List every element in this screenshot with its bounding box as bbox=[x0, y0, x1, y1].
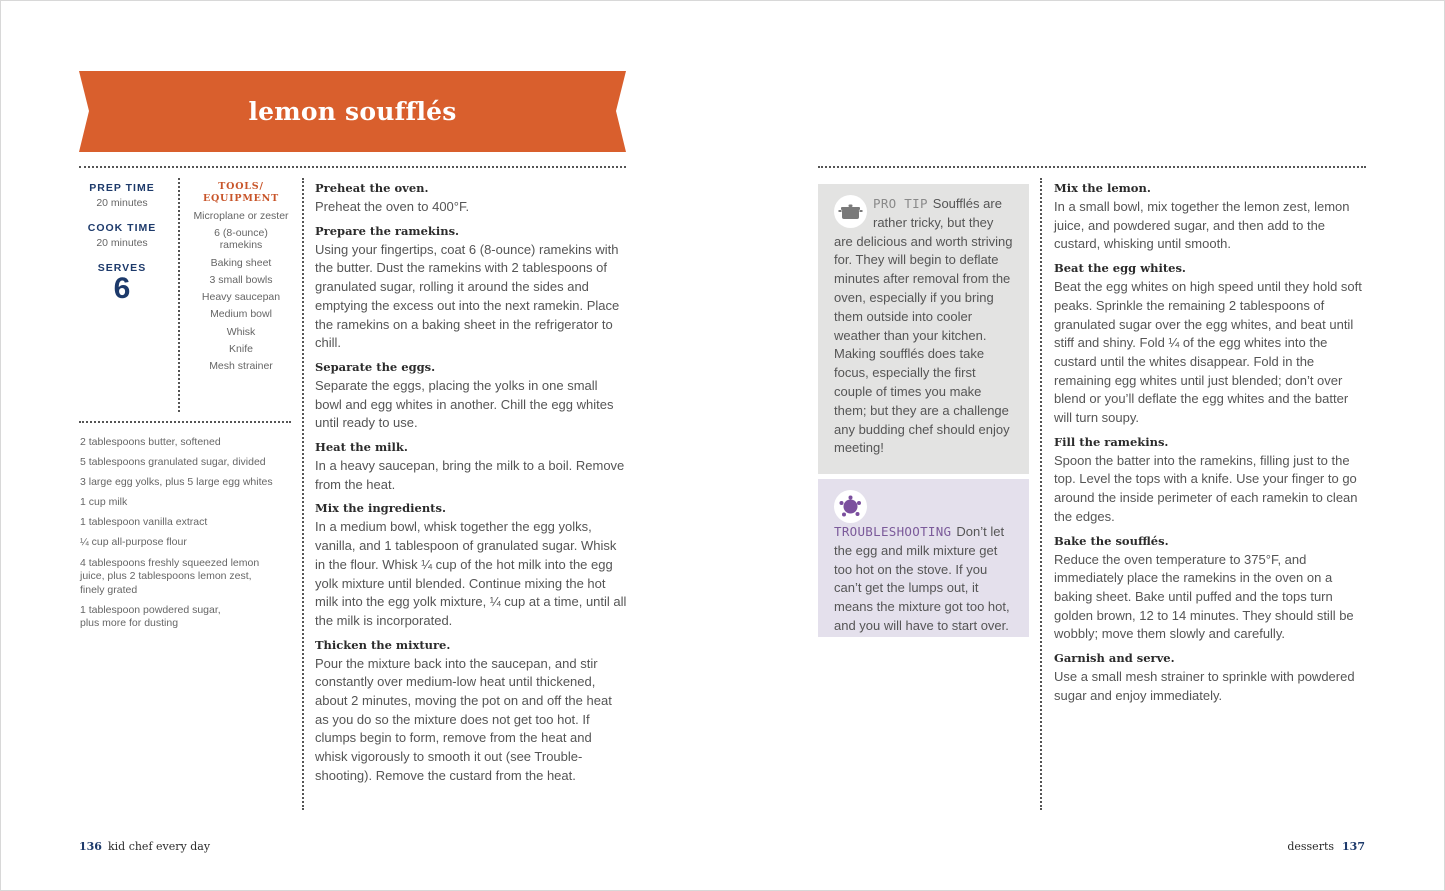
step bbox=[315, 637, 627, 786]
step-title: Heat the milk. bbox=[315, 440, 408, 455]
tool-item: 6 (8-ounce) ramekins bbox=[214, 227, 268, 252]
page-number-right: 137 bbox=[1342, 840, 1365, 853]
page-number-left: 136 bbox=[79, 840, 102, 853]
pot-icon bbox=[834, 195, 867, 228]
cook-time-label: COOK TIME bbox=[87, 222, 157, 234]
tool-item: Whisk bbox=[226, 325, 256, 338]
recipe-title: lemon soufflés bbox=[248, 97, 457, 126]
splat-icon bbox=[834, 490, 867, 523]
step-title: Bake the soufflés. bbox=[1054, 533, 1169, 548]
steps-right bbox=[1054, 180, 1367, 711]
tools-list bbox=[193, 210, 289, 372]
footer-left bbox=[79, 840, 210, 853]
step bbox=[1054, 434, 1367, 527]
step-title: Preheat the oven. bbox=[315, 181, 429, 195]
tool-item: Mesh strainer bbox=[209, 360, 273, 373]
step-body: Preheat the oven to 400°F. bbox=[315, 199, 470, 214]
step-body: In a medium bowl, whisk together the egg yolks, vanilla, and 1 tablespoon of granulated sugar. Whisk in the flour. Whisk ¼ cup of the hot milk into the egg yolk mixture until blended. Continue mixing the hot milk into the egg yolk mixture, ¼ cup at a time, until all the milk is incorporated. bbox=[315, 519, 627, 628]
tools-heading: TOOLS/ EQUIPMENT bbox=[202, 181, 280, 204]
ingredient-item: 3 large egg yolks, plus 5 large egg whites bbox=[80, 476, 273, 489]
ingredient-item: 4 tablespoons freshly squeezed lemon juice, plus 2 tablespoons lemon zest, finely grated bbox=[80, 556, 260, 596]
pro-tip-box bbox=[818, 184, 1029, 474]
step-body: Separate the eggs, placing the yolks in one small bowl and egg whites in another. Chill the egg whites until ready to use. bbox=[315, 377, 614, 431]
ingredients-list bbox=[80, 436, 290, 637]
tool-item: Heavy saucepan bbox=[201, 291, 281, 304]
ingredient-item: 1 tablespoon powdered sugar, plus more for dusting bbox=[80, 603, 221, 630]
ingredient-item: 5 tablespoons granulated sugar, divided bbox=[80, 456, 266, 469]
ingredient-item: 1 tablespoon vanilla extract bbox=[80, 516, 208, 529]
book-title: kid chef every day bbox=[107, 840, 211, 853]
steps-divider-right bbox=[1040, 178, 1042, 810]
step-title: Mix the lemon. bbox=[1054, 181, 1151, 195]
prep-time bbox=[80, 182, 164, 209]
step bbox=[315, 439, 627, 494]
tools-equipment bbox=[193, 181, 289, 378]
troubleshooting-text: Don’t let the egg and milk mixture get too hot on the stove. If you can’t get the lumps out, it means the mixture got too hot, and you will have to start over. bbox=[834, 524, 1010, 633]
step-title: Prepare the ramekins. bbox=[315, 223, 460, 238]
tool-item: Knife bbox=[229, 343, 253, 356]
tool-item: Microplane or zester bbox=[193, 210, 289, 222]
step bbox=[315, 180, 627, 217]
step-title: Garnish and serve. bbox=[1054, 651, 1175, 666]
step bbox=[1054, 650, 1367, 705]
step-title: Mix the ingredients. bbox=[315, 501, 446, 516]
step bbox=[1054, 533, 1367, 645]
top-rule-right bbox=[818, 166, 1366, 168]
cook-time-value: 20 minutes bbox=[96, 237, 148, 249]
steps-left bbox=[315, 180, 627, 792]
step-title: Separate the eggs. bbox=[315, 359, 436, 374]
prep-time-label: PREP TIME bbox=[89, 182, 155, 194]
serves-label: SERVES bbox=[97, 262, 147, 274]
prep-time-value: 20 minutes bbox=[96, 197, 148, 209]
step bbox=[1054, 180, 1367, 254]
step bbox=[315, 500, 627, 630]
step-title: Beat the egg whites. bbox=[1054, 261, 1186, 276]
step bbox=[315, 359, 627, 433]
meta-divider bbox=[178, 178, 180, 412]
troubleshooting-box bbox=[818, 479, 1029, 637]
pro-tip-label: PRO TIP bbox=[873, 196, 928, 211]
tool-item: 3 small bowls bbox=[209, 273, 273, 286]
troubleshooting-label: TROUBLESHOOTING bbox=[834, 524, 952, 539]
tool-item: Medium bowl bbox=[210, 308, 272, 321]
title-banner bbox=[79, 71, 626, 152]
ingredient-item: 1 cup milk bbox=[80, 496, 128, 509]
serves-value: 6 bbox=[113, 272, 131, 305]
step bbox=[315, 223, 627, 353]
serves bbox=[80, 262, 164, 306]
top-rule-left bbox=[79, 166, 626, 168]
ingredient-item: 2 tablespoons butter, softened bbox=[80, 436, 221, 448]
step-body: Reduce the oven temperature to 375°F, and immediately place the ramekins in the oven on a baking sheet. Bake until puffed and the tops turn golden brown, 12 to 14 minutes. They should still be wobbly; move them slowly and carefully. bbox=[1054, 551, 1354, 642]
step-body: Spoon the batter into the ramekins, filling just to the top. Level the tops with a knife. Use your finger to go around the inside perimeter of each ramekin to clean the edges. bbox=[1054, 452, 1358, 524]
chapter-title: desserts bbox=[1287, 840, 1335, 853]
ingredients-rule bbox=[79, 421, 291, 423]
step-body: In a heavy saucepan, bring the milk to a boil. Remove from the heat. bbox=[315, 458, 625, 492]
step-body: Using your fingertips, coat 6 (8-ounce) ramekins with the butter. Dust the ramekins with 2 tablespoons of granulated sugar, rolling it around the sides and emptying the excess out into the next ramekin. Place the ramekins on a baking sheet in the refrigerator to chill. bbox=[315, 241, 620, 351]
steps-divider-left bbox=[302, 178, 304, 810]
footer-right bbox=[1287, 840, 1365, 853]
tool-item: Baking sheet bbox=[210, 256, 272, 269]
pro-tip-text: Soufflés are rather tricky, but they are delicious and worth striving for. They will begin to deflate minutes after removal from the oven, especially if you bring them outside into cooler weather than your kitchen. Making soufflés does take focus, especially the first couple of times you make them; but they are a challenge any budding chef should enjoy meeting! bbox=[834, 196, 1013, 456]
step-title: Thicken the mixture. bbox=[315, 637, 451, 652]
step bbox=[1054, 260, 1367, 428]
step-title: Fill the ramekins. bbox=[1054, 434, 1169, 449]
step-body: Pour the mixture back into the saucepan, and stir constantly over medium-low heat until thickened, about 2 minutes, moving the pot on and off the heat as you do so the mixture does not get too hot. If clumps begin to form, remove from the heat and whisk vigorously to smooth it out (see Troubleshooting). Remove the custard from the heat. bbox=[315, 655, 612, 783]
step-body: In a small bowl, mix together the lemon zest, lemon juice, and powdered sugar, and then add to the custard, whisking until smooth. bbox=[1054, 199, 1350, 252]
cook-time bbox=[80, 222, 164, 249]
step-body: Use a small mesh strainer to sprinkle with powdered sugar and enjoy immediately. bbox=[1054, 669, 1355, 703]
ingredient-item: ¼ cup all-purpose flour bbox=[80, 536, 187, 549]
step-body: Beat the egg whites on high speed until they hold soft peaks. Sprinkle the remaining 2 tablespoons of granulated sugar over the egg whites, and beat until stiff and shiny. Fold ¼ of the egg whites into the custard until the whites disappear. Fold in the remaining egg whites until just blended; don’t over blend or you’ll deflate the egg whites and the batter will turn soupy. bbox=[1054, 279, 1362, 426]
